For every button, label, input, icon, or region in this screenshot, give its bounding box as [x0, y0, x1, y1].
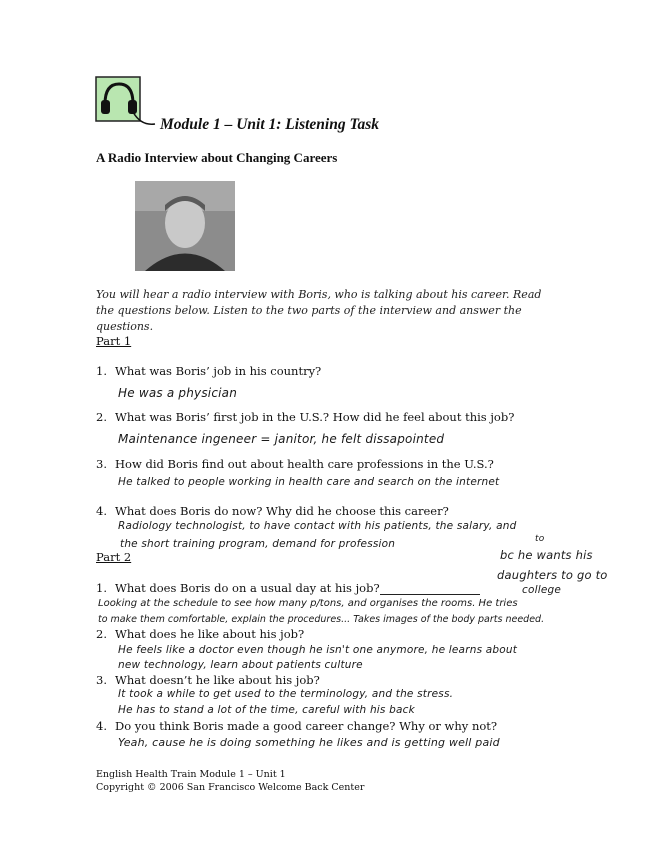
footer-copyright: Copyright © 2006 San Francisco Welcome Back Center [96, 782, 365, 793]
question-text: What does he like about his job? [115, 627, 305, 641]
part2-answer-1-line1: Looking at the schedule to see how many p/tons, and organises the rooms. He tries [98, 598, 518, 609]
headphones-icon [95, 76, 157, 130]
question-number: 1. [96, 581, 107, 595]
page-footer [96, 768, 364, 794]
part1-heading: Part 1 [96, 334, 132, 348]
page-subtitle: A Radio Interview about Changing Careers [96, 150, 338, 165]
part2-answer-3-line1: It took a while to get used to the terminology, and the stress. [118, 688, 454, 700]
question-text: Do you think Boris made a good career change? Why or why not? [115, 719, 498, 733]
question-text: What was Boris’ job in his country? [115, 364, 322, 378]
question-text: How did Boris find out about health care professions in the U.S.? [115, 457, 494, 471]
part2-answer-1-line2: to make them comfortable, explain the procedures... Takes images of the body parts needed. [98, 614, 545, 625]
part1-answer-1: He was a physician [118, 386, 238, 400]
part2-answer-4: Yeah, cause he is doing something he likes and is getting well paid [118, 736, 500, 749]
question-text: What does Boris do now? Why did he choose this career? [115, 504, 449, 518]
question-number: 2. [96, 410, 107, 424]
part2-answer-2-line1: He feels like a doctor even though he isn't one anymore, he learns about [118, 644, 518, 656]
question-text: What does Boris do on a usual day at his job? [115, 581, 380, 595]
question-number: 4. [96, 504, 107, 518]
part1-answer-4-line1: Radiology technologist, to have contact with his patients, the salary, and [118, 520, 517, 532]
part1-answer-4-line2: the short training program, demand for profession [120, 538, 396, 550]
part2-answer-3-line2: He has to stand a lot of the time, careful with his back [118, 704, 415, 716]
part1-answer-2: Maintenance ingeneer = janitor, he felt dissapointed [118, 432, 445, 446]
headphones-logo [95, 76, 157, 130]
module-title: Module 1 – Unit 1: Listening Task [160, 116, 380, 133]
question-text: What doesn’t he like about his job? [115, 673, 320, 687]
question-number: 4. [96, 719, 107, 733]
question-number: 2. [96, 627, 107, 641]
part2-heading: Part 2 [96, 550, 132, 564]
part1-answer-4-insert: to [535, 534, 545, 544]
part1-answer-4-side1: bc he wants his [500, 548, 593, 562]
question-number: 3. [96, 457, 107, 471]
part1-answer-4-side3: college [522, 584, 562, 596]
part1-answer-4-side2: daughters to go to [497, 568, 608, 582]
answer-underline [380, 594, 480, 596]
part2-answer-2-line2: new technology, learn about patients culture [118, 659, 363, 671]
portrait-photo [135, 181, 235, 271]
question-number: 1. [96, 364, 107, 378]
instructions-text: You will hear a radio interview with Boris, who is talking about his career. Read the questions below. Listen to the two parts of the interview and answer the questions. [96, 288, 542, 333]
part1-answer-3: He talked to people working in health care and search on the internet [118, 476, 500, 488]
question-text: What was Boris’ first job in the U.S.? How did he feel about this job? [115, 410, 515, 424]
footer-course: English Health Train Module 1 – Unit 1 [96, 769, 286, 780]
question-number: 3. [96, 673, 107, 687]
